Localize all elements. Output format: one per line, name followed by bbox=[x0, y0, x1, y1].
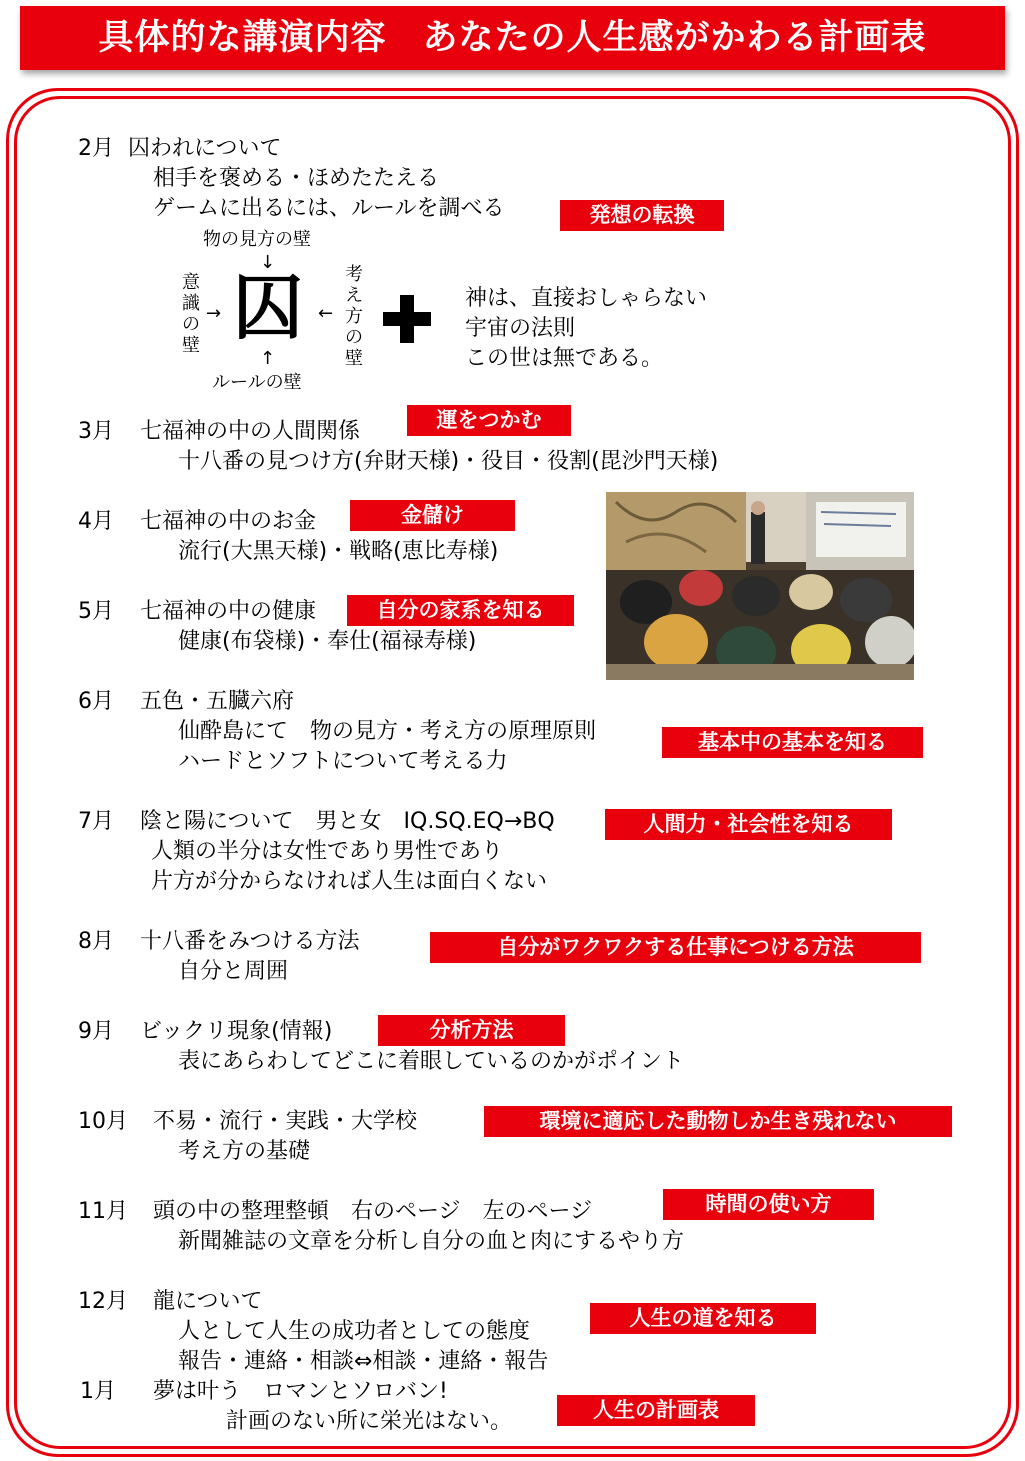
theme-tag: 人生の道を知る bbox=[590, 1303, 816, 1334]
topic-heading: 七福神の中の人間関係 bbox=[140, 419, 361, 444]
topic-heading: 七福神の中のお金 bbox=[140, 509, 317, 534]
arrow-left-icon: ← bbox=[318, 303, 334, 324]
topic-detail: 計画のない所に栄光はない。 bbox=[226, 1409, 513, 1434]
month-label: 3月 bbox=[78, 419, 114, 444]
month-label: 6月 bbox=[78, 689, 114, 714]
topic-detail: 新聞雑誌の文章を分析し自分の血と肉にするやり方 bbox=[178, 1229, 685, 1254]
month-label: 2月 bbox=[78, 136, 114, 161]
topic-heading: 十八番をみつける方法 bbox=[140, 929, 360, 954]
lecture-photo bbox=[606, 492, 914, 680]
month-label: 4月 bbox=[78, 509, 114, 534]
page-title: 具体的な講演内容 あなたの人生感がかわる計画表 bbox=[20, 6, 1005, 70]
topic-detail: 片方が分からなければ人生は面白くない bbox=[151, 869, 548, 894]
topic-heading: 龍について bbox=[153, 1289, 263, 1314]
topic-detail: 十八番の見つけ方(弁財天様)・役目・役割(毘沙門天様) bbox=[178, 449, 719, 474]
topic-detail: 報告・連絡・相談⇔相談・連絡・報告 bbox=[178, 1349, 549, 1374]
note-line: 神は、直接おしゃらない bbox=[465, 286, 708, 311]
note-line: この世は無である。 bbox=[465, 346, 664, 371]
theme-tag: 環境に適応した動物しか生き残れない bbox=[484, 1106, 952, 1137]
month-label: 8月 bbox=[78, 929, 114, 954]
theme-tag: 自分がワクワクする仕事につける方法 bbox=[430, 932, 921, 963]
center-kanji: 囚 bbox=[233, 267, 303, 349]
topic-heading: 囚われについて bbox=[128, 136, 282, 161]
month-label: 1月 bbox=[80, 1379, 116, 1404]
diagram-label-right: 考え方の壁 bbox=[345, 264, 363, 369]
topic-detail: 自分と周囲 bbox=[178, 959, 289, 984]
topic-detail: 相手を褒める・ほめたたえる bbox=[153, 166, 440, 191]
month-label: 12月 bbox=[78, 1289, 128, 1314]
month-label: 10月 bbox=[78, 1109, 128, 1134]
topic-detail: 人類の半分は女性であり男性であり bbox=[151, 839, 504, 864]
theme-tag: 時間の使い方 bbox=[663, 1189, 874, 1220]
topic-heading: 夢は叶う ロマンとソロバン! bbox=[153, 1379, 448, 1404]
theme-tag: 分析方法 bbox=[378, 1015, 565, 1046]
topic-heading: 七福神の中の健康 bbox=[140, 599, 317, 624]
topic-heading: 五色・五臓六府 bbox=[140, 689, 295, 714]
topic-detail: 人として人生の成功者としての態度 bbox=[178, 1319, 531, 1344]
diagram-label-left: 意識の壁 bbox=[182, 272, 200, 356]
diagram-label-top: 物の見方の壁 bbox=[203, 229, 311, 250]
month-label: 5月 bbox=[78, 599, 114, 624]
month-label: 7月 bbox=[78, 809, 114, 834]
topic-detail: 考え方の基礎 bbox=[178, 1139, 311, 1164]
topic-heading: ビックリ現象(情報) bbox=[140, 1019, 333, 1044]
topic-detail: 仙酔島にて 物の見方・考え方の原理原則 bbox=[178, 719, 597, 744]
diagram-label-bottom: ルールの壁 bbox=[212, 372, 302, 393]
theme-tag: 人間力・社会性を知る bbox=[605, 809, 892, 840]
note-line: 宇宙の法則 bbox=[465, 316, 576, 341]
topic-detail: 流行(大黒天様)・戦略(恵比寿様) bbox=[178, 539, 499, 564]
arrow-down-icon: ↓ bbox=[260, 252, 276, 273]
plus-icon bbox=[383, 295, 431, 343]
topic-heading: 陰と陽について 男と女 IQ.SQ.EQ→BQ bbox=[140, 809, 555, 834]
month-label: 11月 bbox=[78, 1199, 128, 1224]
topic-detail: 健康(布袋様)・奉仕(福禄寿様) bbox=[178, 629, 477, 654]
topic-heading: 頭の中の整理整頓 右のページ 左のページ bbox=[153, 1199, 593, 1224]
topic-detail: 表にあらわしてどこに着眼しているのかがポイント bbox=[178, 1049, 685, 1074]
theme-tag: 自分の家系を知る bbox=[347, 595, 574, 626]
theme-tag: 基本中の基本を知る bbox=[662, 727, 923, 758]
topic-detail: ハードとソフトについて考える力 bbox=[178, 749, 508, 774]
arrow-up-icon: ↑ bbox=[260, 348, 276, 369]
topic-detail: ゲームに出るには、ルールを調べる bbox=[153, 196, 505, 221]
theme-tag: 運をつかむ bbox=[407, 405, 571, 436]
month-label: 9月 bbox=[78, 1019, 114, 1044]
arrow-right-icon: → bbox=[206, 303, 222, 324]
theme-tag: 金儲け bbox=[350, 500, 515, 531]
theme-tag: 人生の計画表 bbox=[557, 1395, 755, 1426]
topic-heading: 不易・流行・実践・大学校 bbox=[153, 1109, 418, 1134]
theme-tag: 発想の転換 bbox=[560, 200, 724, 231]
